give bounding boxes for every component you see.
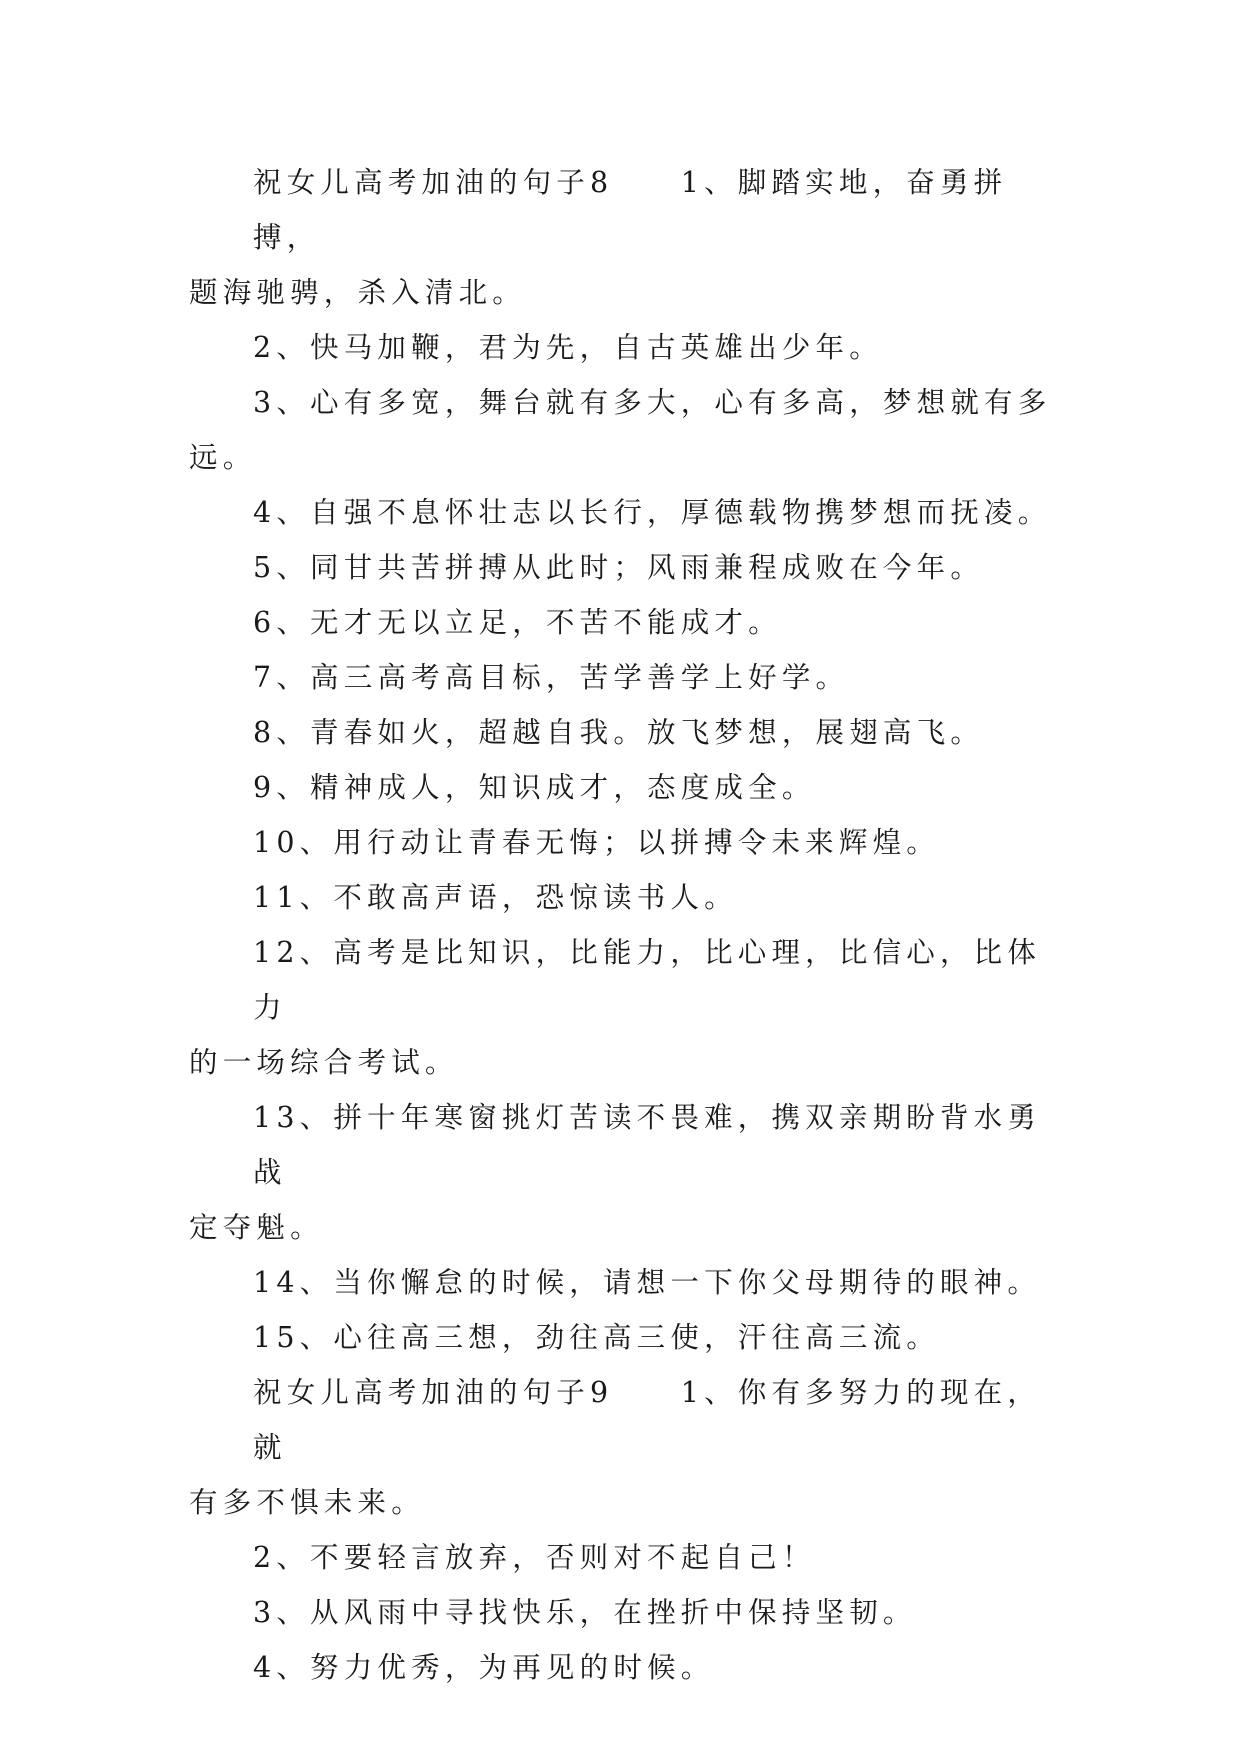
paragraph <box>189 1310 1052 1365</box>
text-line: 祝女儿高考加油的句子9 1、你有多努力的现在，就 <box>253 1376 1042 1464</box>
paragraph <box>189 1530 1052 1585</box>
text-line: 9、精神成人，知识成才，态度成全。 <box>253 771 816 804</box>
paragraph <box>189 1585 1052 1640</box>
paragraph <box>189 705 1052 760</box>
paragraph <box>189 650 1052 705</box>
text-line: 4、努力优秀，为再见的时候。 <box>253 1651 715 1684</box>
paragraph <box>189 540 1052 595</box>
text-line: 祝女儿高考加油的句子8 1、脚踏实地，奋勇拼搏， <box>253 166 1008 254</box>
text-line: 10、用行动让青春无悔；以拼搏令未来辉煌。 <box>253 826 940 859</box>
document-body <box>189 155 1052 1695</box>
text-line: 7、高三高考高目标，苦学善学上好学。 <box>253 661 850 694</box>
paragraph <box>189 320 1052 375</box>
text-line: 2、不要轻言放弃，否则对不起自己！ <box>253 1541 816 1574</box>
text-line: 定夺魁。 <box>189 1211 324 1244</box>
paragraph <box>189 1255 1052 1310</box>
text-line: 5、同甘共苦拼搏从此时；风雨兼程成败在今年。 <box>253 551 985 584</box>
text-line: 12、高考是比知识，比能力，比心理，比信心，比体力 <box>253 936 1042 1024</box>
paragraph <box>189 760 1052 815</box>
text-line: 4、自强不息怀壮志以长行，厚德载物携梦想而抚凌。 <box>253 496 1052 529</box>
paragraph <box>189 595 1052 650</box>
paragraph <box>189 815 1052 870</box>
text-line: 题海驰骋，杀入清北。 <box>189 276 527 309</box>
paragraph <box>189 485 1052 540</box>
text-line: 15、心往高三想，劲往高三使，汗往高三流。 <box>253 1321 940 1354</box>
paragraph <box>189 870 1052 925</box>
paragraph-heading-9 <box>189 1365 1052 1530</box>
text-line: 13、拼十年寒窗挑灯苦读不畏难，携双亲期盼背水勇战 <box>253 1101 1042 1189</box>
text-line: 有多不惧未来。 <box>189 1486 425 1519</box>
paragraph <box>189 1090 1052 1255</box>
text-line: 14、当你懈怠的时候，请想一下你父母期待的眼神。 <box>253 1266 1042 1299</box>
paragraph <box>189 375 1052 485</box>
text-line: 3、心有多宽，舞台就有多大，心有多高，梦想就有多 <box>253 386 1052 419</box>
text-line: 远。 <box>189 441 257 474</box>
paragraph-heading-8 <box>189 155 1052 320</box>
text-line: 11、不敢高声语，恐惊读书人。 <box>253 881 738 914</box>
text-line: 2、快马加鞭，君为先，自古英雄出少年。 <box>253 331 883 364</box>
paragraph <box>189 925 1052 1090</box>
text-line: 8、青春如火，超越自我。放飞梦想，展翅高飞。 <box>253 716 985 749</box>
text-line: 3、从风雨中寻找快乐，在挫折中保持坚韧。 <box>253 1596 917 1629</box>
text-line: 6、无才无以立足，不苦不能成才。 <box>253 606 782 639</box>
text-line: 的一场综合考试。 <box>189 1046 459 1079</box>
paragraph <box>189 1640 1052 1695</box>
